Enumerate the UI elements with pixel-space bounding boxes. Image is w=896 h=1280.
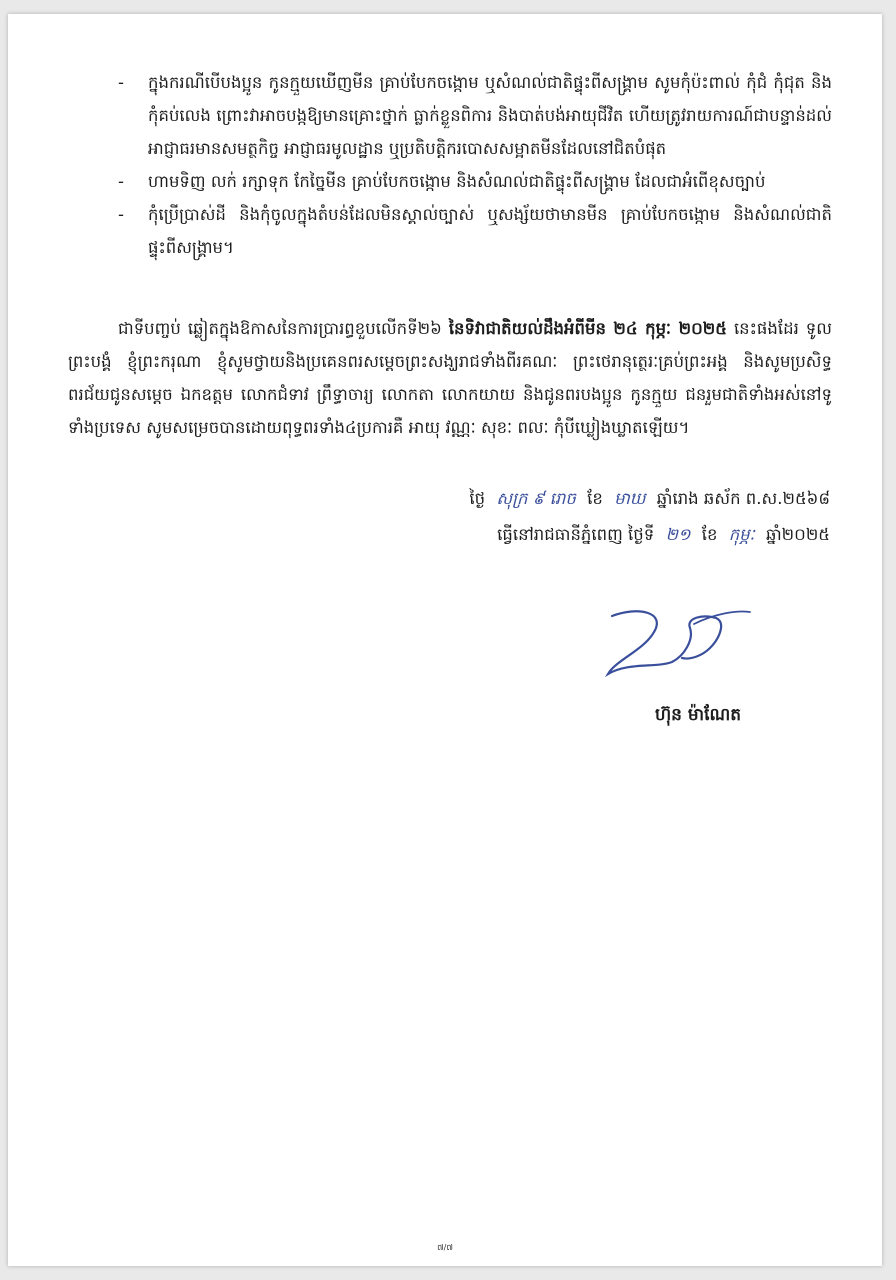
document-page bbox=[8, 14, 882, 1266]
lunar-date-suffix: ឆ្នាំរោង ឆស័ក ព.ស.២៥៦៨ bbox=[656, 489, 830, 508]
handwritten-solar-month: កុម្ភៈ bbox=[728, 525, 755, 544]
page-number: ៧/៧ bbox=[437, 1243, 453, 1252]
bullet-dash: - bbox=[118, 172, 124, 191]
list-item-text: កុំប្រើប្រាស់ដី និងកុំចូលក្នុងតំបន់ដែលមិនស្គាល់ច្បាស់ ឬសង្ស័យថាមានមីន គ្រាប់បែកចង្កោម និងសំណល់ជាតិផ្ទុះពីសង្គ្រាម។ bbox=[148, 205, 832, 257]
handwritten-lunar-month: មាឃ bbox=[614, 489, 646, 508]
list-item-text: ក្នុងករណីបើបងប្អូន កូនក្មួយឃើញមីន គ្រាប់បែកចង្កោម ឬសំណល់ជាតិផ្ទុះពីសង្គ្រាម សូមកុំប៉ះពាល់ កុំជំ កុំជុត និងកុំគប់លេង ព្រោះវាអាចបង្កឱ្យមានគ្រោះថ្នាក់ ធ្លាក់ខ្លួនពិការ និងបាត់បង់អាយុជីវិត ហើយត្រូវរាយការណ៍ជាបន្ទាន់ដល់អាជ្ញាធរមានសមត្ថកិច្ច អាជ្ញាធរមូលដ្ឋាន ឬប្រតិបត្តិករបោសសម្អាតមីនដែលនៅជិតបំផុត bbox=[148, 73, 832, 158]
solar-month-label: ខែ bbox=[701, 525, 718, 544]
list-item-text: ហាមទិញ លក់ រក្សាទុក កែច្នៃមីន គ្រាប់បែកចង្កោម និងសំណល់ជាតិផ្ទុះពីសង្គ្រាម ដែលជាអំពើខុសច្បាប់ bbox=[148, 172, 766, 191]
closing-text-end: នេះផងដែរ ទូលព្រះបង្គំ ខ្ញុំព្រះករុណា ខ្ញុំសូមថ្វាយនិងប្រគេនពរសម្តេចព្រះសង្ឃរាជទាំងពីរគណៈ ព្រះថេរានុត្ថេរៈគ្រប់ព្រះអង្គ និងសូមប្រសិទ្ធពរជ័យជូនសម្តេច ឯកឧត្តម លោកជំទាវ ព្រឹទ្ធាចារ្យ លោកតា លោកយាយ និងជូនពរបងប្អូន កូនក្មួយ ជនរួមជាតិទាំងអស់នៅទូទាំងប្រទេស សូមសម្រេចបានដោយពុទ្ធពរទាំង៤ប្រការគឺ អាយុ វណ្ណៈ សុខៈ ពលៈ កុំបីឃ្លៀងឃ្លាតឡើយ។ bbox=[68, 319, 832, 437]
lunar-date-prefix: ថ្ងៃ bbox=[469, 489, 486, 508]
solar-date-prefix: ធ្វើនៅរាជធានីភ្នំពេញ ថ្ងៃទី bbox=[497, 525, 655, 544]
closing-paragraph bbox=[68, 312, 832, 444]
closing-text-start: ជាទីបញ្ចប់ ឆ្លៀតក្នុងឱកាសនៃការប្រារព្ធខួបលើកទី២៦ bbox=[118, 319, 449, 338]
bullet-dash: - bbox=[118, 205, 124, 224]
closing-text-bold: នៃទិវាជាតិយល់ដឹងអំពីមីន ២៤ កុម្ភៈ ២០២៥ bbox=[448, 319, 727, 338]
solar-date-suffix: ឆ្នាំ២០២៥ bbox=[765, 525, 830, 544]
letter-body bbox=[8, 14, 882, 1266]
signer-name: ហ៊ុន ម៉ាណែត bbox=[654, 705, 742, 725]
list-item bbox=[112, 198, 832, 264]
list-item bbox=[112, 165, 832, 198]
handwritten-solar-day: ២១ bbox=[665, 525, 691, 544]
bullet-dash: - bbox=[118, 73, 124, 92]
list-item bbox=[112, 66, 832, 165]
guidance-list bbox=[112, 66, 832, 264]
handwritten-signature bbox=[598, 602, 758, 686]
lunar-date-line bbox=[310, 484, 830, 514]
solar-date-line bbox=[310, 520, 830, 550]
handwritten-lunar-day: សុក្រ ៩ រោច bbox=[496, 489, 576, 508]
lunar-month-label: ខែ bbox=[587, 489, 603, 508]
